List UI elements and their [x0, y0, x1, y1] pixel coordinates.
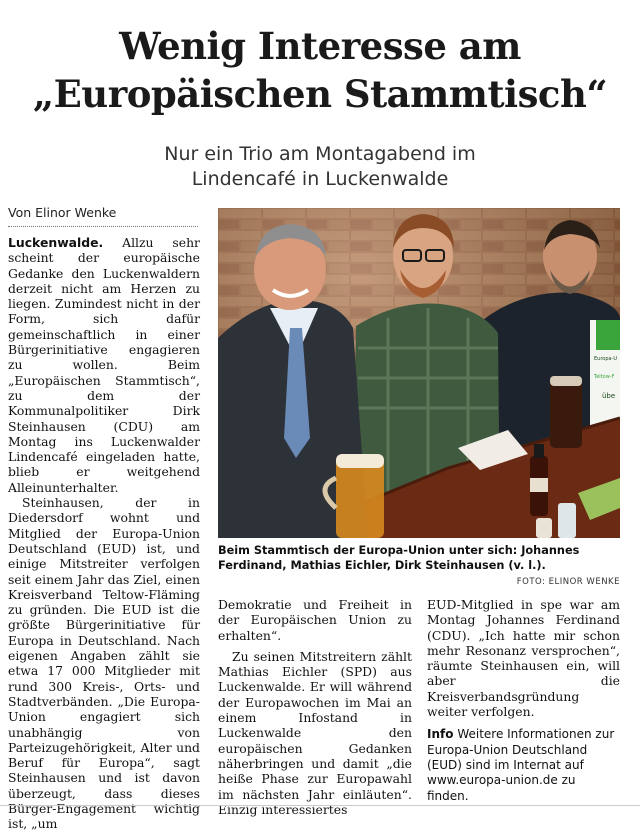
info-text: Weitere Informationen zur Europa-Union Deutschland (EUD) sind im Internat auf www.europa-union.de zu finden. — [427, 727, 615, 803]
paragraph-4: Zu seinen Mitstreitern zählt Mathias Eichler (SPD) aus Luckenwalde. Er will während der Europawochen im Mai an einem Infostand in Luckenwalde den europäischen Gedanken näherbringen und damit „die heiße Phase zur Europawahl im nächsten Jahr einläuten“. Einzig interessiertes — [218, 648, 412, 817]
article-column-2 — [218, 597, 412, 817]
sign-text-1: Europa-U — [594, 356, 618, 362]
paragraph-lead — [8, 235, 200, 495]
info-box — [427, 727, 620, 803]
photo-caption — [218, 543, 620, 590]
sign-text-3: übe — [602, 392, 616, 400]
subheadline — [0, 142, 640, 192]
paragraph-5: EUD-Mitglied in spe war am Montag Johannes Ferdinand (CDU). „Ich hatte mir schon mehr Resonanz versprochen“, räumte Steinhausen ein, will aber die Kreisverbandsgründung weiter verfolgen. — [427, 597, 620, 720]
headline-line-1: Wenig Interesse am — [119, 24, 521, 68]
byline-divider — [8, 226, 198, 227]
paragraph-3: Demokratie und Freiheit in der Europäischen Union zu erhalten“. — [218, 597, 412, 643]
article-photo — [218, 208, 620, 538]
bottom-rule — [0, 805, 640, 806]
subheadline-line-1: Nur ein Trio am Montagabend im — [164, 143, 476, 165]
article-column-3 — [427, 597, 620, 804]
caption-text: Beim Stammtisch der Europa-Union unter sich: Johannes Ferdinand, Mathias Eichler, Dirk Steinhausen (v. l.). — [218, 544, 580, 572]
info-label: Info — [427, 727, 454, 742]
article-column-1 — [8, 235, 200, 832]
photo-credit: FOTO: ELINOR WENKE — [516, 577, 620, 587]
headline-line-2: „Europäischen Stammtisch“ — [32, 72, 608, 116]
paragraph-1-text: Allzu sehr scheint der europäische Gedanke den Luckenwaldern derzeit nicht am Herzen zu liegen. Zumindest nicht in der Form, sich dafür gemeinschaftlich in einer Bürgerinitiative engagieren zu wollen. Beim „Europäischen Stammtisch“, zu dem der Kommunalpolitiker Dirk Steinhausen (CDU) am Montag ins Luckenwalder Lindencafé eingeladen hatte, blieb er weitgehend Alleinunterhalter. — [8, 235, 200, 495]
subheadline-line-2: Lindencafé in Luckenwalde — [191, 168, 449, 190]
paragraph-2: Steinhausen, der in Diedersdorf wohnt und Mitglied der Europa-Union Deutschland (EUD) ist, und einige Mitstreiter verfolgen seit einem Jahr das Ziel, einen Kreisverband Teltow-Fläming zu gründen. Die EUD ist die größte Bürgerinitiative für Europa in Deutschland. Nach eigenen Angaben zählt sie etwa 17 000 Mitglieder mit rund 300 Kreis-, Orts- und Stadtverbänden. „Die Europa-Union engagiert sich unabhängig von Parteizugehörigkeit, Alter und Beruf für Europa“, sagt Steinhausen und ist davon überzeugt, dass dieses Bürger-Engagement wichtig ist, „um — [8, 495, 200, 832]
dateline: Luckenwalde. — [8, 235, 104, 250]
byline: Von Elinor Wenke — [8, 205, 117, 220]
sign-text-2: Teltow-F — [594, 374, 615, 380]
headline — [0, 22, 640, 118]
beer-glass — [336, 458, 384, 538]
dark-beer-glass — [550, 380, 582, 448]
